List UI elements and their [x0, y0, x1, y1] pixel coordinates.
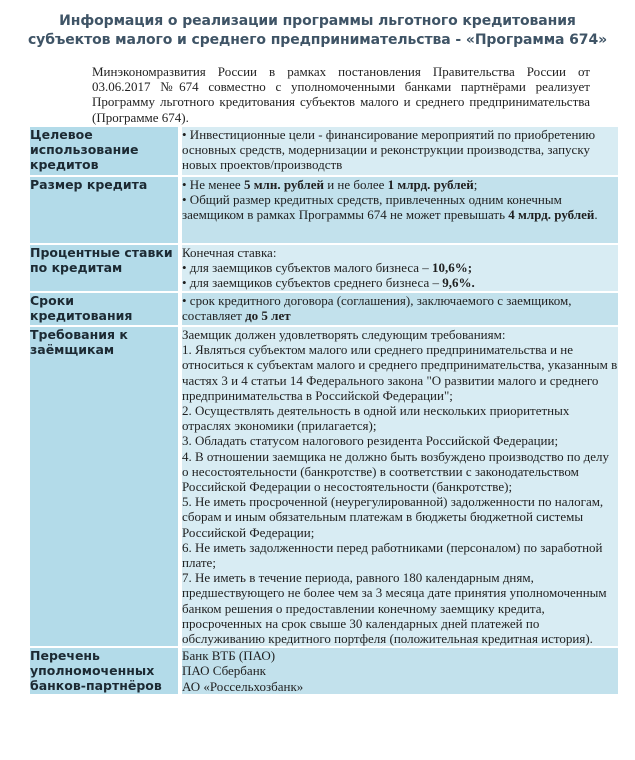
requirement-item: 4. В отношении заемщика не должно быть возбуждено производство по делу о несостоятельности (банкротстве) в соответствии с законодательством Российской Федерации о несостоятельности (банкротстве); [182, 448, 609, 495]
rate-medium: • для заемщиков субъектов среднего бизнеса – 9,6%. [182, 275, 475, 291]
requirement-item: 7. Не иметь в течение периода, равного 180 календарным дням, предшествующего не более чем за 3 месяца дате принятия уполномоченным банком решения о предоставлении конечному заемщику кредита, просроченных на срок свыше 30 календарных дней платежей по обслуживанию кредитного портфеля (положительная кредитная история). [182, 570, 607, 647]
intro-paragraph: Минэкономразвития России в рамках постановления Правительства России от 03.06.2017 №674 совместно с уполномоченными банками партнёрами реализует Программу льготного кредитования субъектов малого и среднего предпринимательства (Программе 674). [92, 64, 590, 125]
row-banks [30, 647, 618, 695]
value-requirements [182, 326, 618, 647]
page-title [20, 12, 615, 50]
size-total-limit: • Общий размер кредитных средств, привлеченных одним конечным заемщиком в рамках Программы 674 не может превышать 4 млрд. рублей. [182, 192, 598, 223]
label-rates: Процентные ставки по кредитам [30, 244, 178, 292]
value-terms: • срок кредитного договора (соглашения), заключаемого с заемщиком, составляет до 5 лет [182, 292, 618, 326]
requirement-item: Заемщик должен удовлетворять следующим требованиям: [182, 327, 506, 342]
row-purpose [30, 127, 618, 176]
bank-item: ПАО Сбербанк [182, 663, 266, 679]
requirement-item: 3. Обладать статусом налогового резидента Российской Федерации; [182, 433, 559, 449]
bank-item: Банк ВТБ (ПАО) [182, 648, 276, 664]
value-size [182, 176, 618, 244]
title-line-2: субъектов малого и среднего предпринимательства - «Программа 674» [27, 32, 608, 48]
value-purpose: • Инвестиционные цели - финансирование мероприятий по приобретению основных средств, модернизации и реконструкции производства, запуску новых проектов/производств [182, 127, 618, 176]
label-banks: Перечень уполномоченных банков-партнёров [30, 647, 178, 695]
row-rates [30, 244, 618, 292]
requirement-item: 2. Осуществлять деятельность в одной или нескольких приоритетных отраслях экономики (прилагается); [182, 403, 570, 434]
requirement-item: 6. Не иметь задолженности перед работниками (персоналом) по заработной плате; [182, 539, 603, 571]
value-rates [182, 244, 618, 292]
row-terms [30, 292, 618, 326]
label-requirements: Требования к заёмщикам [30, 326, 178, 647]
bank-item: АО «Россельхозбанк» [182, 678, 304, 694]
label-purpose: Целевое использование кредитов [30, 127, 178, 176]
title-line-1: Информация о реализации программы льготного кредитования [59, 13, 576, 29]
requirement-item: 1. Являться субъектом малого или среднего предпринимательства и не относиться к субъектам малого и среднего предпринимательства, указанным в частях 3 и 4 статьи 14 Федерального закона "О развитии малого и среднего предпринимательства в Российской Федерации"; [182, 342, 618, 403]
program-info-table [30, 127, 618, 696]
size-minmax: • Не менее 5 млн. рублей и не более 1 млрд. рублей; [182, 177, 478, 192]
row-size [30, 176, 618, 244]
rates-head: Конечная ставка: [182, 245, 277, 260]
label-size: Размер кредита [30, 176, 178, 244]
value-banks [182, 647, 618, 695]
row-requirements [30, 326, 618, 647]
label-terms: Сроки кредитования [30, 292, 178, 326]
rate-small: • для заемщиков субъектов малого бизнеса – 10,6%; [182, 260, 473, 276]
requirement-item: 5. Не иметь просроченной (неурегулированной) задолженности по налогам, сборам и иным обязательным платежам в бюджеты бюджетной системы Российской Федерации; [182, 494, 604, 540]
